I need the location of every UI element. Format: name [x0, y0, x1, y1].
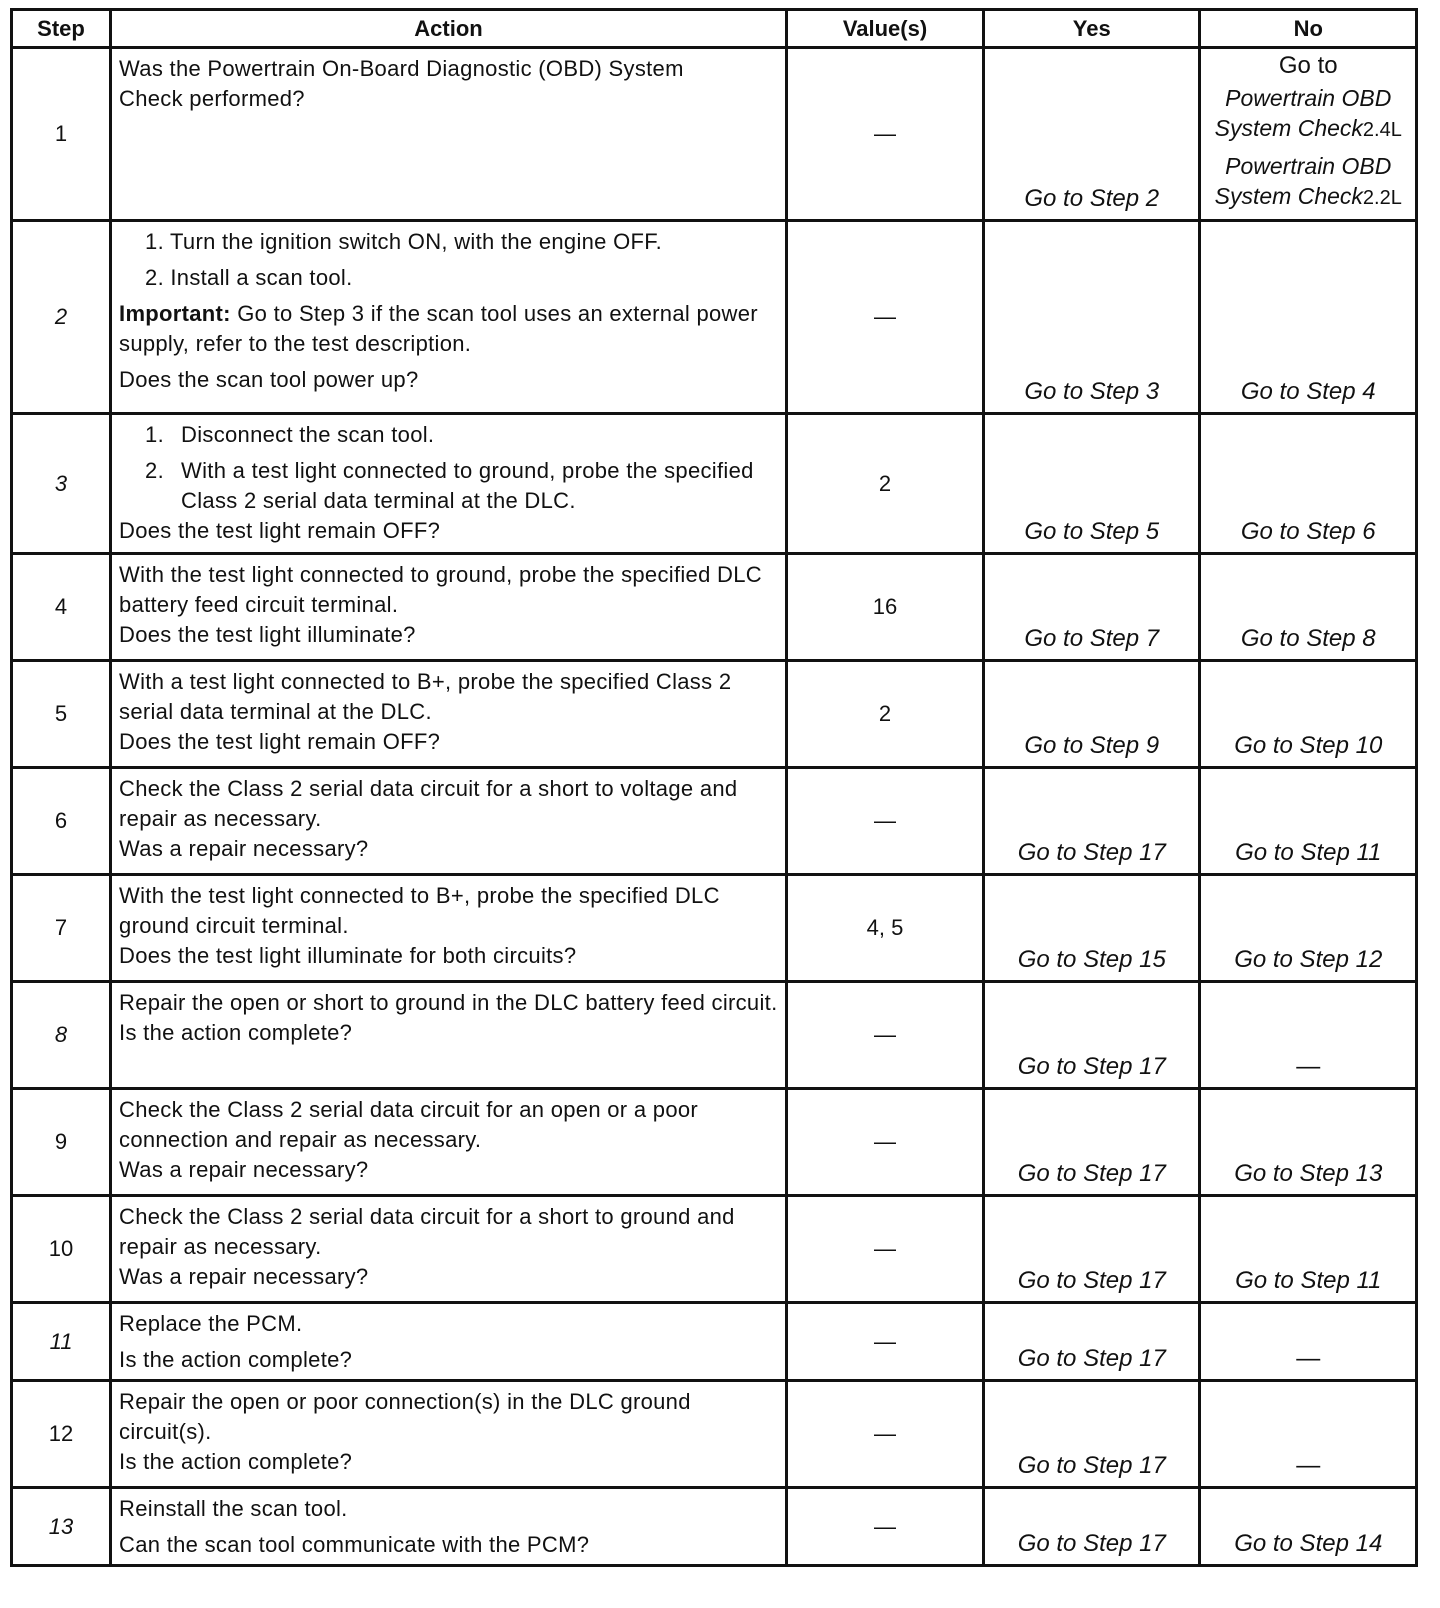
- action-text: Replace the PCM.: [119, 1311, 303, 1336]
- header-no: No: [1200, 10, 1417, 48]
- action-cell: [111, 1089, 787, 1196]
- no-link[interactable]: Go to Step 12: [1200, 875, 1417, 982]
- action-cell: [111, 1488, 787, 1566]
- yes-link[interactable]: Go to Step 17: [984, 1089, 1200, 1196]
- action-cell: [111, 414, 787, 554]
- action-cell: [111, 768, 787, 875]
- table-row-step-6: [12, 768, 1417, 875]
- action-text: With the test light connected to ground, probe the specified DLC battery feed circuit terminal.: [119, 562, 762, 617]
- step-number: 12: [12, 1381, 111, 1488]
- action-question: Was a repair necessary?: [119, 836, 369, 861]
- no-link[interactable]: Go to Step 10: [1200, 661, 1417, 768]
- yes-link[interactable]: Go to Step 17: [984, 1381, 1200, 1488]
- action-cell: [111, 554, 787, 661]
- action-question: Does the test light remain OFF?: [119, 729, 441, 754]
- important-label: Important:: [119, 301, 231, 326]
- action-substep: 1. Disconnect the scan tool.: [145, 422, 435, 447]
- link-text: System Check: [1214, 183, 1363, 209]
- table-row-step-5: [12, 661, 1417, 768]
- action-text: With the test light connected to B+, probe the specified DLC ground circuit terminal.: [119, 883, 720, 938]
- table-row-step-4: [12, 554, 1417, 661]
- no-link[interactable]: Go to Step 8: [1200, 554, 1417, 661]
- value-cell: —: [786, 48, 983, 221]
- no-link[interactable]: Go to Step 11: [1200, 768, 1417, 875]
- action-question: Was a repair necessary?: [119, 1157, 369, 1182]
- action-question: Was a repair necessary?: [119, 1264, 369, 1289]
- step-number: 1: [12, 48, 111, 221]
- table-row-step-9: [12, 1089, 1417, 1196]
- action-question: Is the action complete?: [119, 1020, 353, 1045]
- step-number: 6: [12, 768, 111, 875]
- table-row-step-10: [12, 1196, 1417, 1303]
- value-cell: —: [786, 1089, 983, 1196]
- value-cell: —: [786, 221, 983, 414]
- important-note: [119, 299, 779, 359]
- action-substep: 1. Turn the ignition switch ON, with the engine OFF.: [145, 229, 662, 254]
- action-text: Check the Class 2 serial data circuit for a short to voltage and repair as necessary.: [119, 776, 738, 831]
- no-value: —: [1200, 1381, 1417, 1488]
- action-cell: [111, 48, 787, 221]
- no-value: —: [1200, 982, 1417, 1089]
- step-number: 7: [12, 875, 111, 982]
- step-number: 5: [12, 661, 111, 768]
- engine-size: 2.4L: [1362, 119, 1402, 141]
- step-number: 11: [12, 1303, 111, 1381]
- action-substep: 2. With a test light connected to ground, probe the specified Class 2 serial data terminal at the DLC.: [145, 458, 754, 513]
- step-number: 13: [12, 1488, 111, 1566]
- action-text: Reinstall the scan tool.: [119, 1496, 348, 1521]
- no-link[interactable]: Go to Step 13: [1200, 1089, 1417, 1196]
- diagnostic-table: [10, 8, 1418, 1567]
- table-row-step-2: [12, 221, 1417, 414]
- table-row-step-11: [12, 1303, 1417, 1381]
- table-header-row: [12, 10, 1417, 48]
- value-cell: 4, 5: [786, 875, 983, 982]
- table-row-step-8: [12, 982, 1417, 1089]
- action-text: Check performed?: [119, 86, 305, 111]
- step-number: 4: [12, 554, 111, 661]
- action-text: Repair the open or short to ground in the DLC battery feed circuit.: [119, 990, 778, 1015]
- table-row-step-3: [12, 414, 1417, 554]
- action-text: With a test light connected to B+, probe the specified Class 2 serial data terminal at the DLC.: [119, 669, 732, 724]
- action-question: Can the scan tool communicate with the PCM?: [119, 1532, 590, 1557]
- engine-size: 2.2L: [1362, 187, 1402, 209]
- table-row-step-7: [12, 875, 1417, 982]
- yes-link[interactable]: Go to Step 5: [984, 414, 1200, 554]
- action-question: Is the action complete?: [119, 1347, 353, 1372]
- action-question: Does the test light illuminate?: [119, 622, 416, 647]
- value-cell: 2: [786, 661, 983, 768]
- action-text: Check the Class 2 serial data circuit for a short to ground and repair as necessary.: [119, 1204, 735, 1259]
- no-link[interactable]: Go to Step 4: [1200, 221, 1417, 414]
- no-link[interactable]: Go to Step 14: [1200, 1488, 1417, 1566]
- action-cell: [111, 982, 787, 1089]
- yes-link[interactable]: Go to Step 17: [984, 982, 1200, 1089]
- yes-link[interactable]: Go to Step 15: [984, 875, 1200, 982]
- action-substep: 2. Install a scan tool.: [145, 265, 353, 290]
- action-text: Was the Powertrain On-Board Diagnostic (OBD) System: [119, 56, 684, 81]
- action-question: Does the test light illuminate for both circuits?: [119, 943, 577, 968]
- table-row-step-1: [12, 48, 1417, 221]
- step-number: 3: [12, 414, 111, 554]
- no-value: —: [1200, 1303, 1417, 1381]
- action-question: Does the scan tool power up?: [119, 367, 419, 392]
- value-cell: —: [786, 768, 983, 875]
- yes-link[interactable]: Go to Step 17: [984, 1303, 1200, 1381]
- yes-link[interactable]: Go to Step 17: [984, 1488, 1200, 1566]
- yes-link[interactable]: Go to Step 17: [984, 768, 1200, 875]
- header-values: Value(s): [786, 10, 983, 48]
- action-question: Does the test light remain OFF?: [119, 518, 441, 543]
- header-step: Step: [12, 10, 111, 48]
- action-question: Is the action complete?: [119, 1449, 353, 1474]
- no-link[interactable]: Go to Step 6: [1200, 414, 1417, 554]
- action-cell: [111, 661, 787, 768]
- action-cell: [111, 875, 787, 982]
- important-text: Go to Step 3 if the scan tool uses an external power supply, refer to the test description.: [119, 301, 758, 356]
- value-cell: 2: [786, 414, 983, 554]
- action-cell: [111, 221, 787, 414]
- value-cell: —: [786, 982, 983, 1089]
- action-text: Check the Class 2 serial data circuit for an open or a poor connection and repair as necessary.: [119, 1097, 699, 1152]
- yes-link[interactable]: Go to Step 9: [984, 661, 1200, 768]
- yes-link[interactable]: Go to Step 17: [984, 1196, 1200, 1303]
- value-cell: —: [786, 1488, 983, 1566]
- value-cell: —: [786, 1303, 983, 1381]
- powertrain-obd-check-link-2-2l[interactable]: [1201, 151, 1415, 213]
- value-cell: —: [786, 1381, 983, 1488]
- action-cell: [111, 1303, 787, 1381]
- header-yes: Yes: [984, 10, 1200, 48]
- go-to-label: Go to: [1278, 52, 1338, 79]
- step-number: 10: [12, 1196, 111, 1303]
- link-text: Powertrain OBD: [1225, 153, 1392, 179]
- header-action: Action: [111, 10, 787, 48]
- step-number: 8: [12, 982, 111, 1089]
- yes-link[interactable]: Go to Step 7: [984, 554, 1200, 661]
- no-link[interactable]: Go to Step 11: [1200, 1196, 1417, 1303]
- yes-link-step-2[interactable]: Go to Step 2: [984, 48, 1200, 221]
- action-cell: [111, 1196, 787, 1303]
- powertrain-obd-check-link-2-4l[interactable]: [1201, 83, 1415, 145]
- yes-link[interactable]: Go to Step 3: [984, 221, 1200, 414]
- table-row-step-13: [12, 1488, 1417, 1566]
- no-cell: [1200, 48, 1417, 221]
- step-number: 9: [12, 1089, 111, 1196]
- value-cell: 16: [786, 554, 983, 661]
- link-text: Powertrain OBD: [1225, 85, 1392, 111]
- link-text: System Check: [1214, 115, 1363, 141]
- table-row-step-12: [12, 1381, 1417, 1488]
- action-cell: [111, 1381, 787, 1488]
- step-number: 2: [12, 221, 111, 414]
- value-cell: —: [786, 1196, 983, 1303]
- action-text: Repair the open or poor connection(s) in the DLC ground circuit(s).: [119, 1389, 691, 1444]
